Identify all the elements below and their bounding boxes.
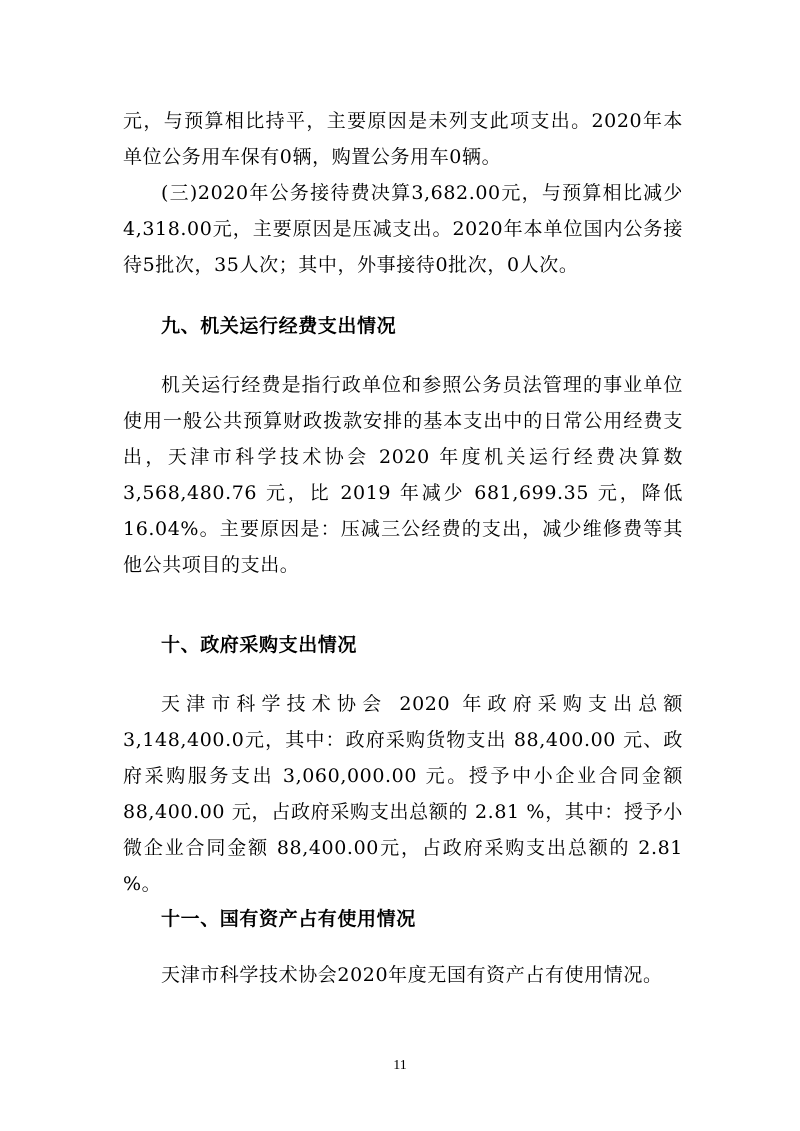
heading-section-10: 十、政府采购支出情况 xyxy=(161,634,358,656)
paragraph-vehicle-continued: 元，与预算相比持平，主要原因是未列支此项支出。2020年本单位公务用车保有0辆，购置公务用车0辆。 xyxy=(123,110,683,168)
paragraph-reception-expenses: (三)2020年公务接待费决算3,682.00元，与预算相比减少4,318.00元，主要原因是压减支出。2020年本单位国内公务接待5批次，35人次；其中，外事接待0批次，0人次。 xyxy=(123,182,683,276)
heading-section-9: 九、机关运行经费支出情况 xyxy=(161,315,397,337)
page-number: 11 xyxy=(393,1058,407,1073)
paragraph-government-procurement: 天津市科学技术协会 2020 年政府采购支出总额 3,148,400.0元，其中：政府采购货物支出 88,400.00 元、政府采购服务支出 3,060,000.00 元。授予中小企业合同金额 88,400.00 元，占政府采购支出总额的 2.81 %，其中：授予小微企业合同金额 88,400.00元，占政府采购支出总额的 2.81 %。 xyxy=(123,693,683,895)
paragraph-office-operating-expenses: 机关运行经费是指行政单位和参照公务员法管理的事业单位使用一般公共预算财政拨款安排的基本支出中的日常公用经费支出，天津市科学技术协会 2020 年度机关运行经费决算数 3,568,480.76 元，比 2019 年减少 681,699.35 元，降低 16.04%。主要原因是：压减三公经费的支出，减少维修费等其他公共项目的支出。 xyxy=(123,374,683,576)
heading-section-11: 十一、国有资产占有使用情况 xyxy=(161,908,416,930)
paragraph-state-assets: 天津市科学技术协会2020年度无国有资产占有使用情况。 xyxy=(161,964,663,986)
